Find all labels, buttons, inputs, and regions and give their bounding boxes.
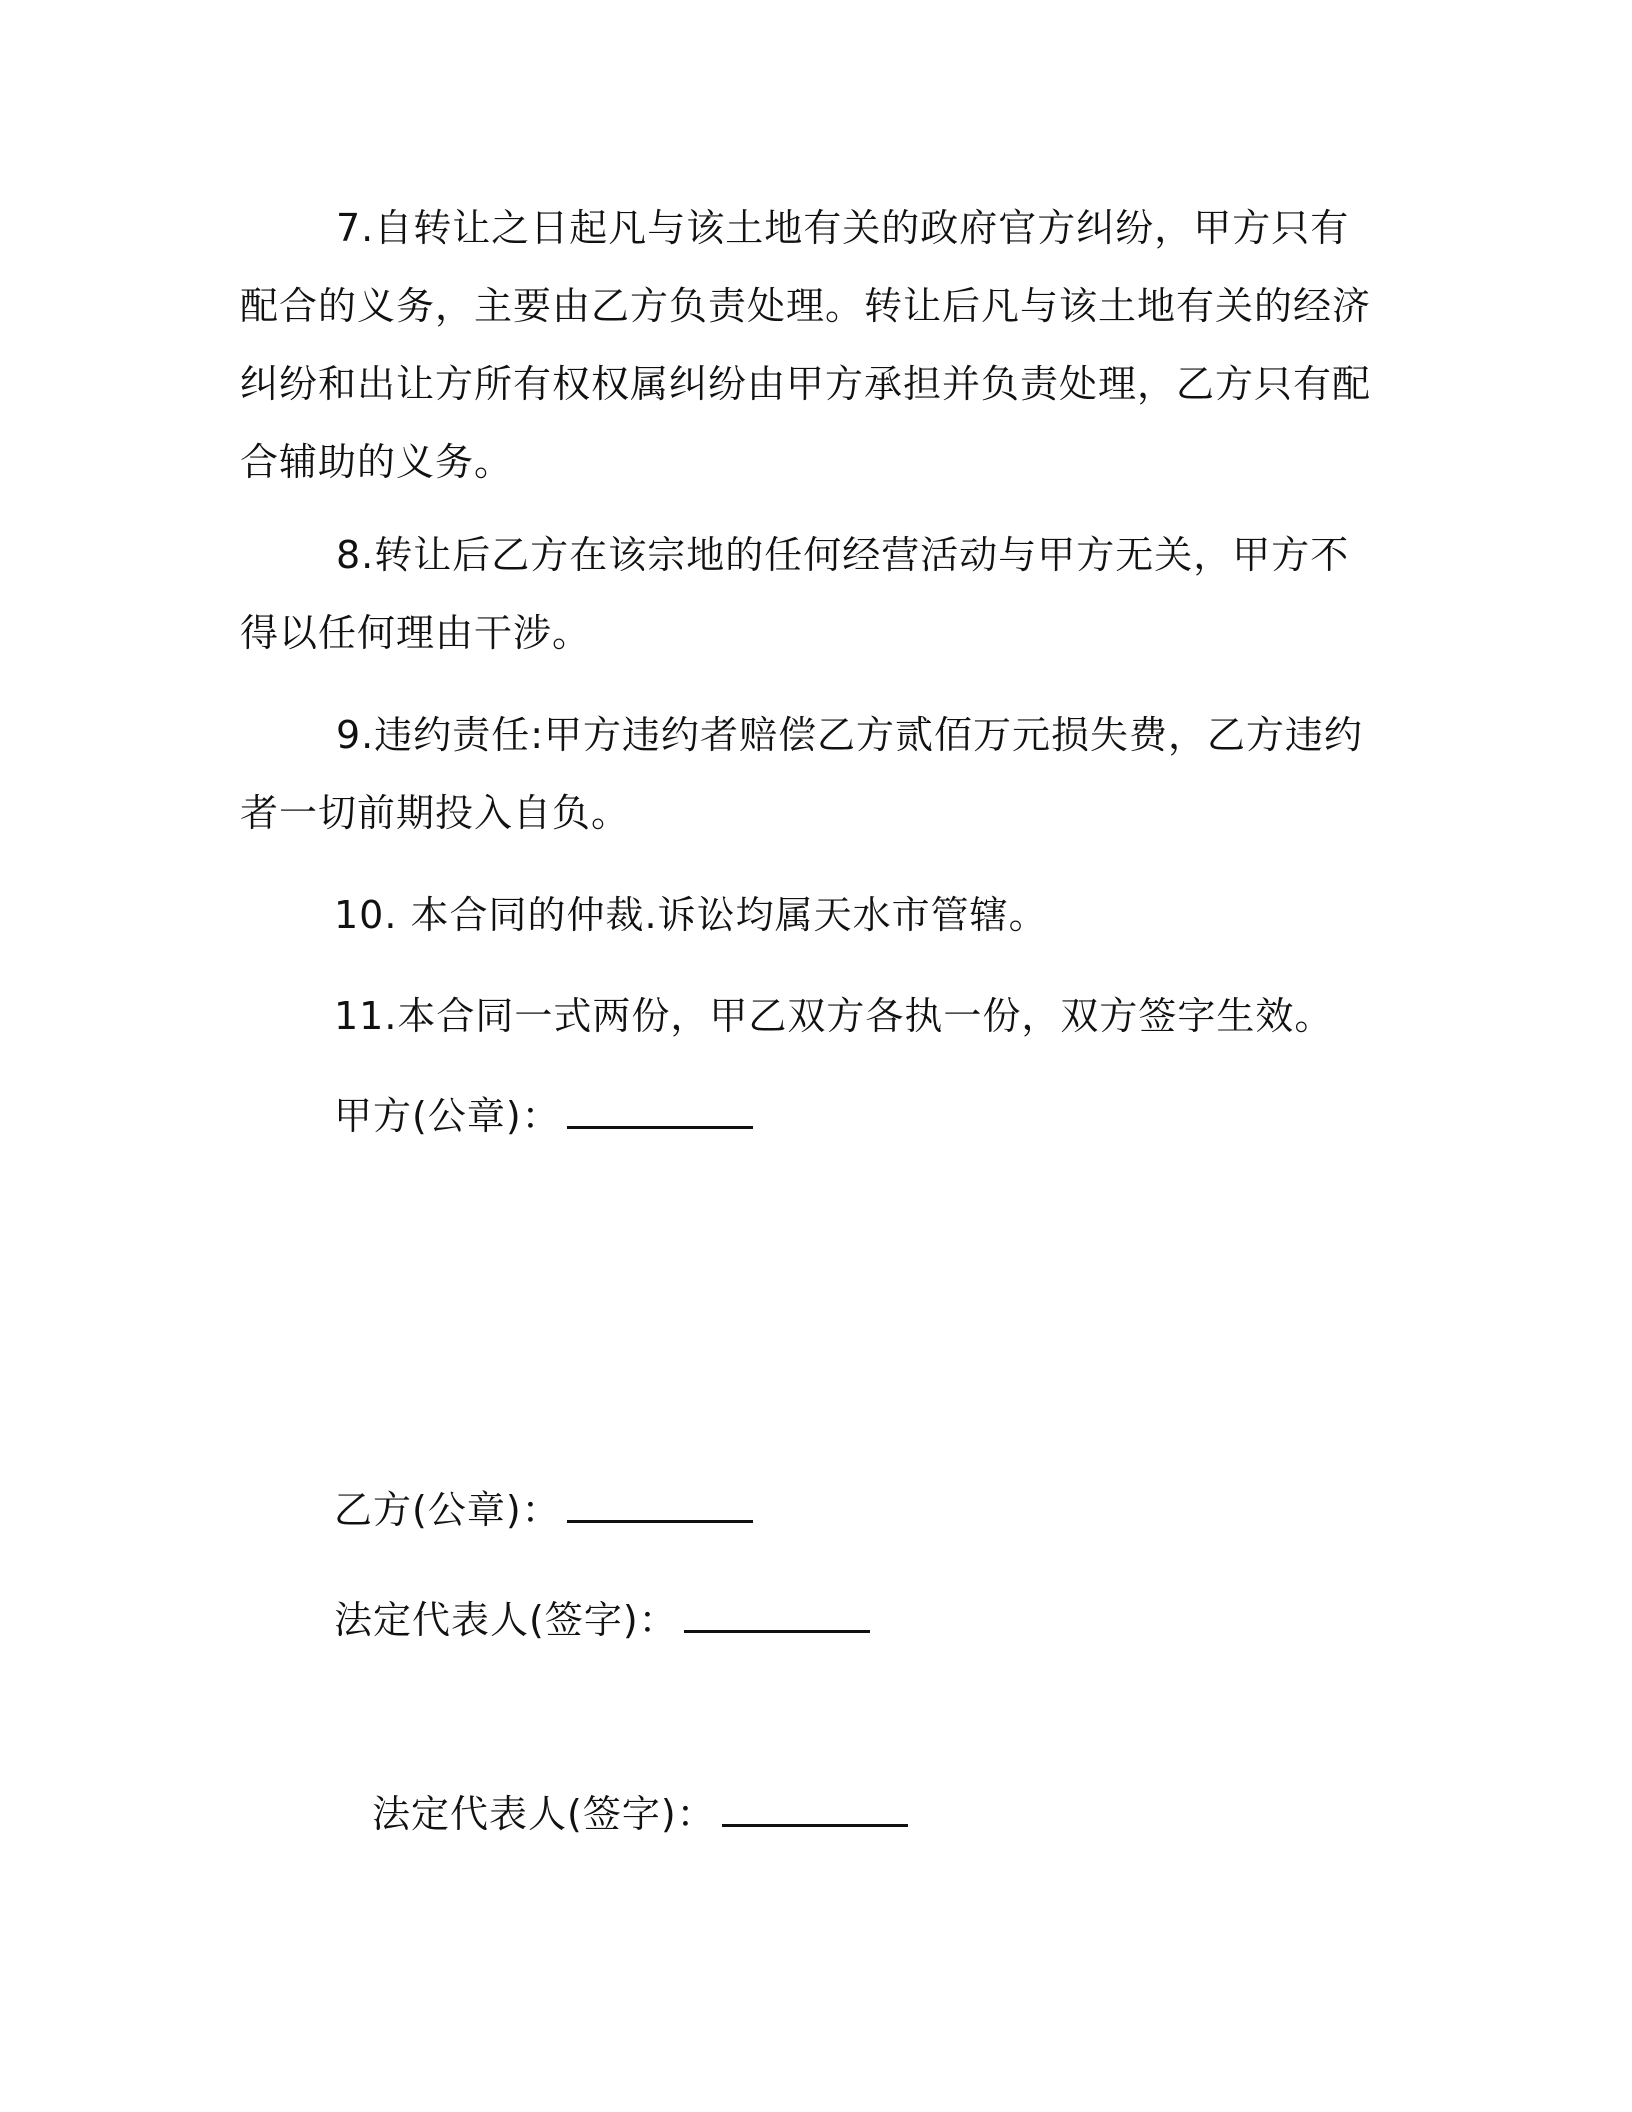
party-b-seal-blank[interactable] [567,1486,753,1523]
clause-7-text: 7.自转让之日起凡与该土地有关的政府官方纠纷，甲方只有配合的义务，主要由乙方负责处理。转让后凡与该土地有关的经济纠纷和出让方所有权权属纠纷由甲方承担并负责处理，乙方只有配合辅助的义务。 [240,206,1372,484]
legal-rep-2-line [372,1784,908,1844]
party-a-seal-line [334,1086,753,1146]
legal-rep-1-line [334,1590,870,1650]
clause-9 [240,696,1375,852]
clause-11-text: 11.本合同一式两份，甲乙双方各执一份，双方签字生效。 [334,994,1334,1038]
clause-8-text: 8.转让后乙方在该宗地的任何经营活动与甲方无关，甲方不得以任何理由干涉。 [240,533,1350,655]
clause-11 [334,986,1333,1046]
clause-7 [240,189,1375,501]
clause-10 [334,885,1048,945]
clause-8 [240,516,1375,672]
legal-rep-1-label: 法定代表人(签字)： [334,1598,678,1642]
legal-rep-1-blank[interactable] [684,1596,870,1633]
clause-10-text: 10. 本合同的仲裁.诉讼均属天水市管辖。 [334,893,1048,937]
legal-rep-2-blank[interactable] [722,1790,908,1827]
legal-rep-2-label: 法定代表人(签字)： [372,1792,716,1836]
party-b-seal-line [334,1480,753,1540]
clause-9-text: 9.违约责任:甲方违约者赔偿乙方贰佰万元损失费，乙方违约者一切前期投入自负。 [240,713,1364,835]
party-b-seal-label: 乙方(公章)： [334,1488,561,1532]
party-a-seal-label: 甲方(公章)： [334,1094,561,1138]
party-a-seal-blank[interactable] [567,1092,753,1129]
